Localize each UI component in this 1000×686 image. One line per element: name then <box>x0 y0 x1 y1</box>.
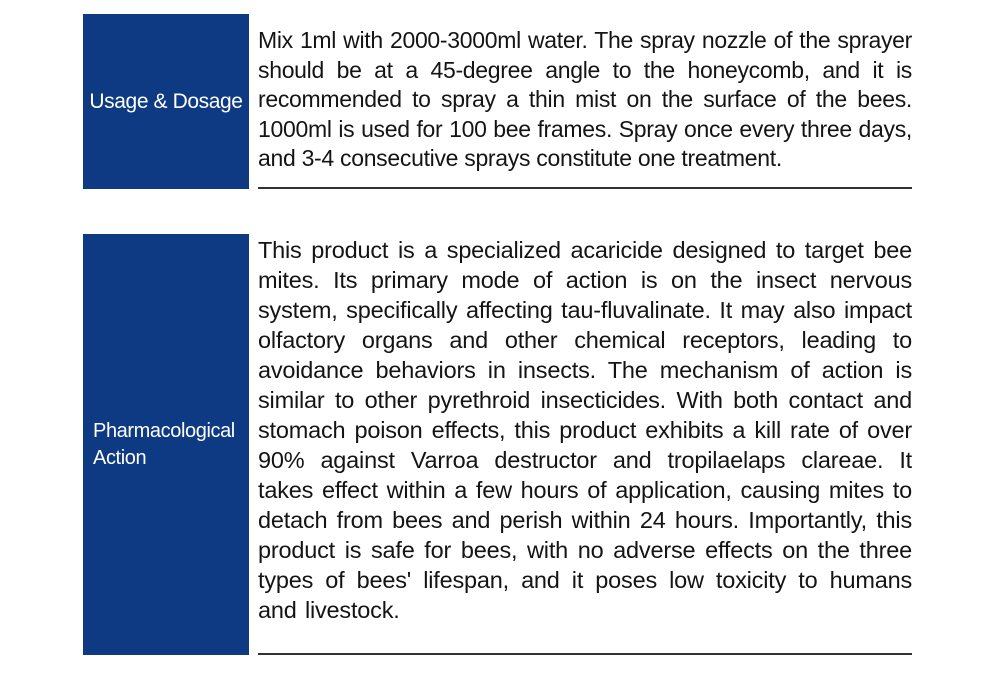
section-body-paragraph: Mix 1ml with 2000-3000ml water. The spray nozzle of the sprayer should be at a 45-degree angle to the honeycomb, and it is recommended to spray a thin mist on the surface of the bees. 1000ml is used for 100 bee frames. Spray once every three days, and 3-4 consecutive sprays constitute one treatment. <box>258 27 912 172</box>
section-label-text: Pharmacological Action <box>93 419 235 469</box>
section-label-text: Usage & Dosage <box>89 89 243 113</box>
section-body-usage-dosage <box>258 14 912 189</box>
section-body-paragraph: This product is a specialized acaricide designed to target bee mites. Its primary mode of action is on the insect nervous system, specifically affecting tau-fluvalinate. It may also impact olfactory organs and other chemical receptors, leading to avoidance behaviors in insects. The mechanism of action is similar to other pyrethroid insecticides. With both contact and stomach poison effects, this product exhibits a kill rate of over 90% against Varroa destructor and tropilaelaps clareae. It takes effect within a few hours of application, causing mites to detach from bees and perish within 24 hours. Importantly, this product is safe for bees, with no adverse effects on the three types of bees' lifespan, and it poses low toxicity to humans and livestock. <box>258 237 912 623</box>
section-label-usage-dosage <box>83 14 249 189</box>
section-body-pharmacological-action <box>258 234 912 655</box>
section-label-pharmacological-action <box>83 234 249 655</box>
